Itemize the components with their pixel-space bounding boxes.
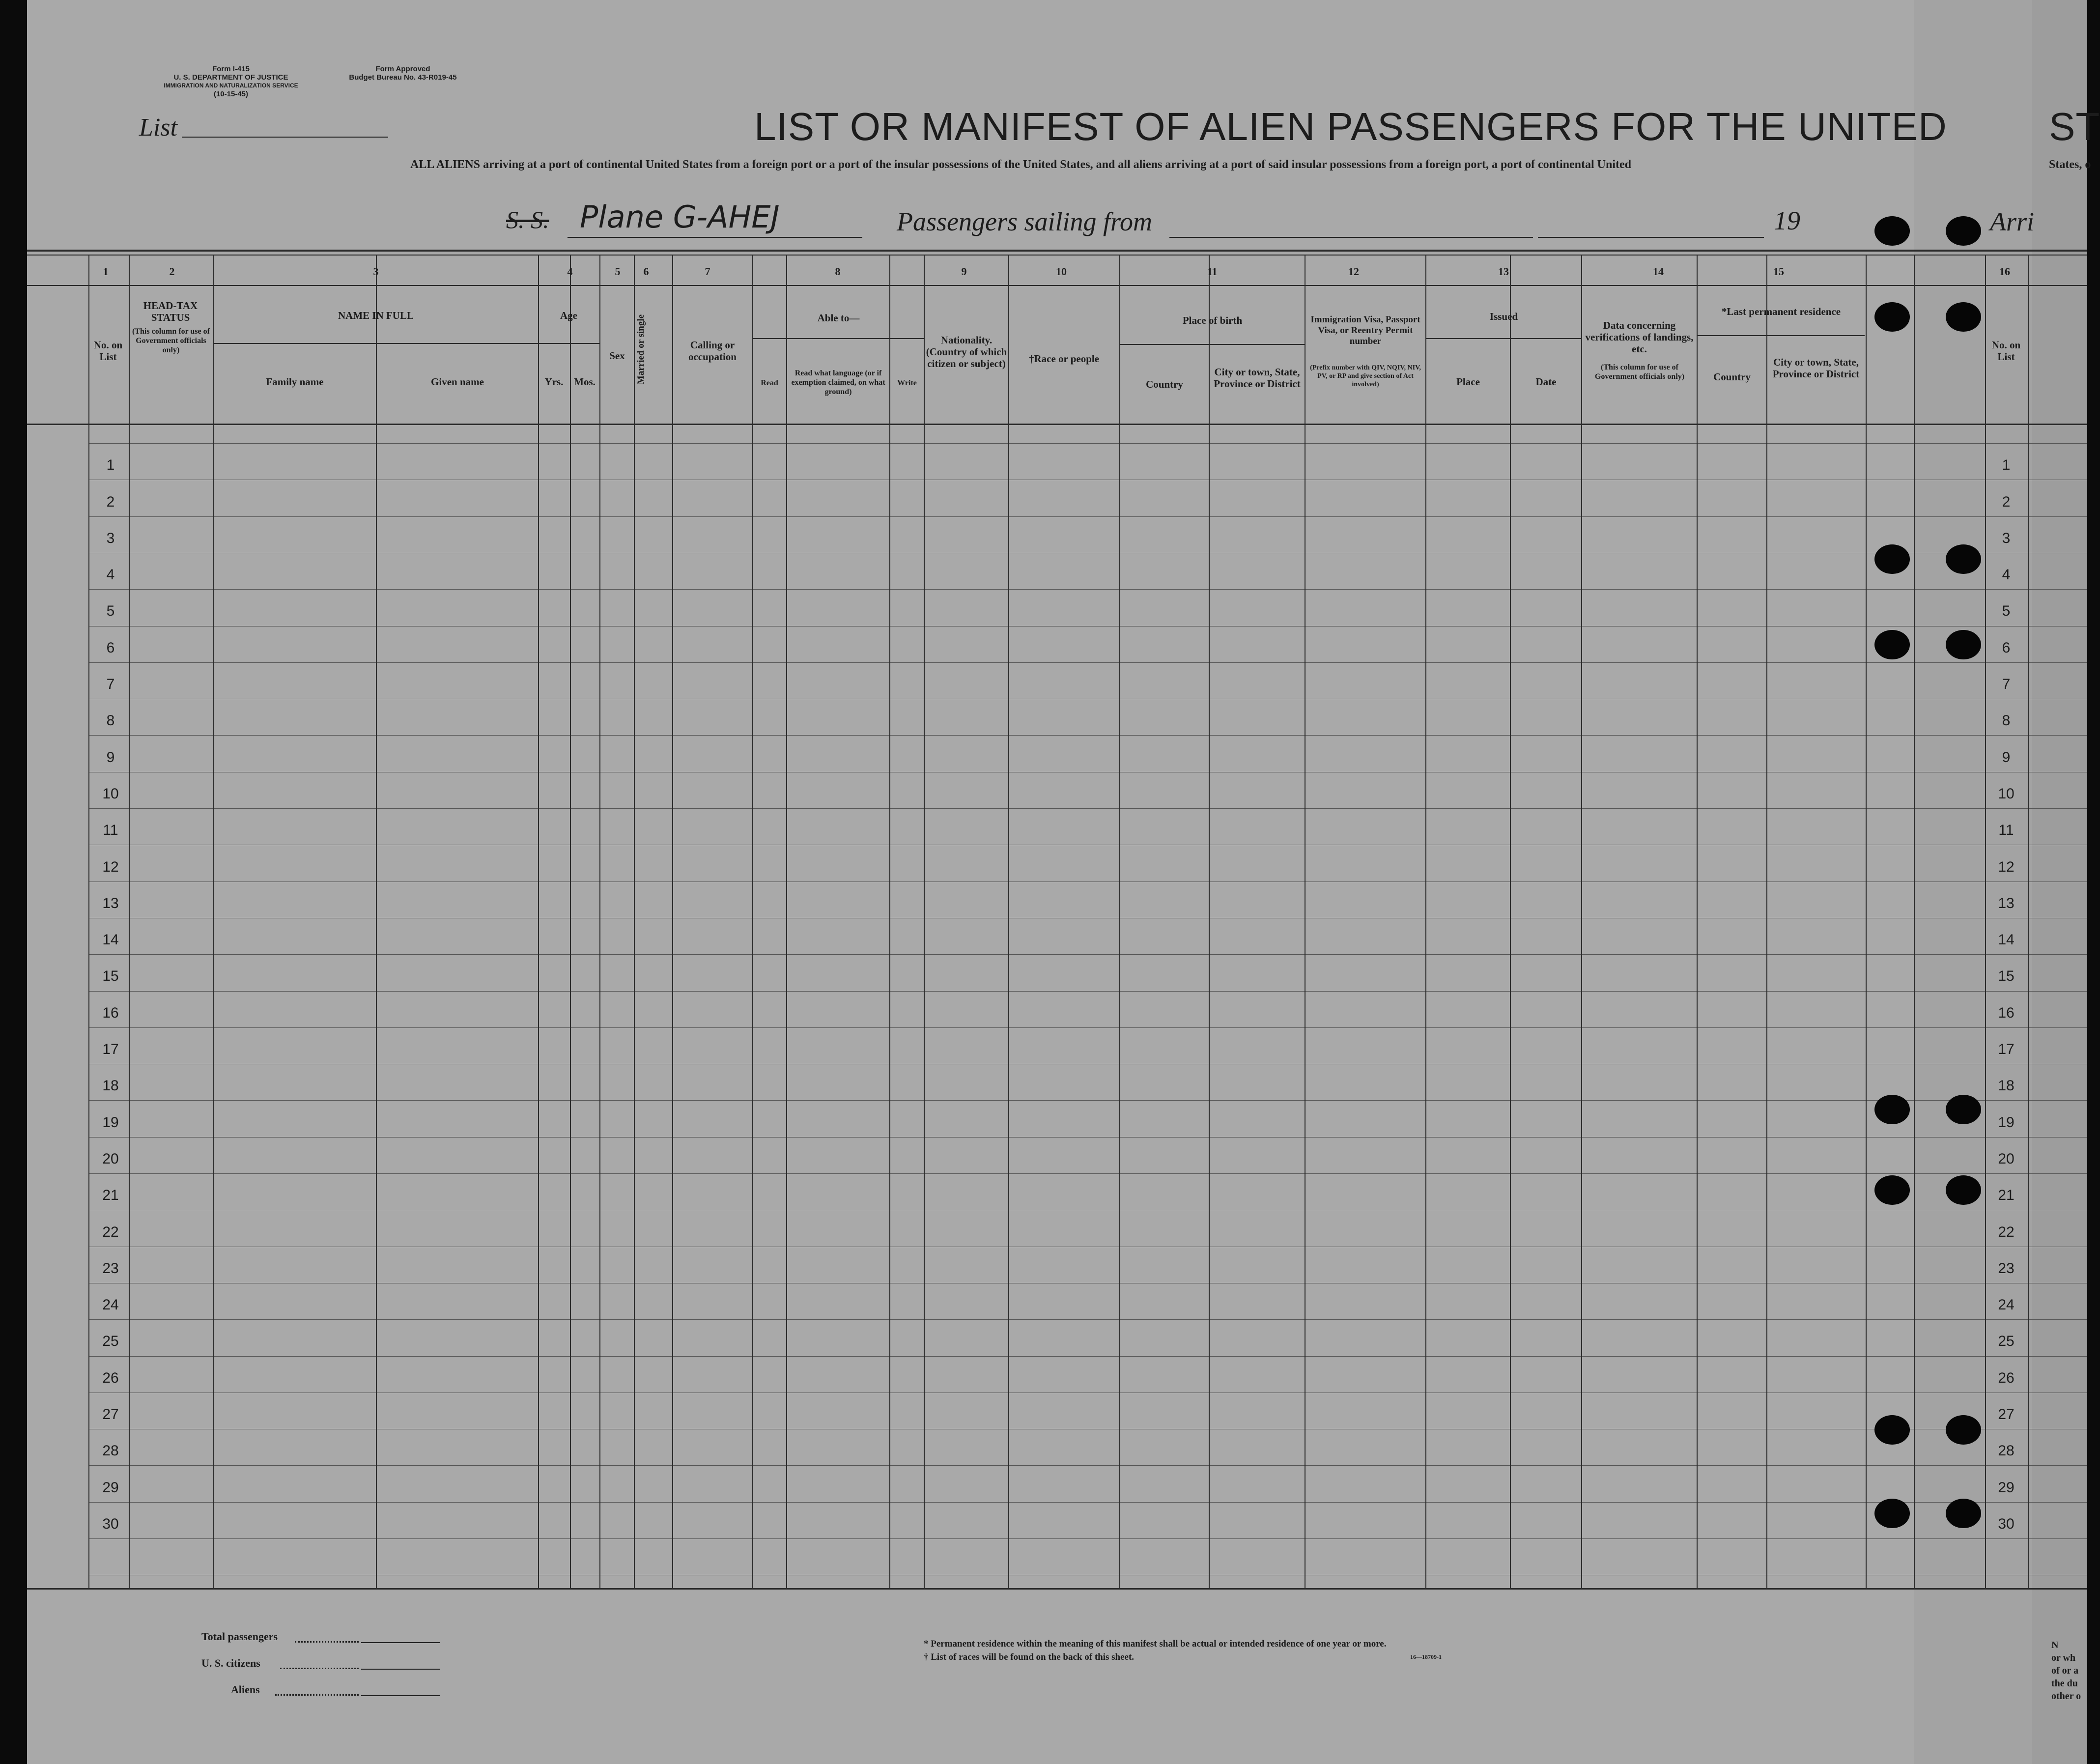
table-top-rule <box>27 250 2087 252</box>
header-nationality: Nationality. (Country of which citizen or subject) <box>926 334 1007 370</box>
header-place-of-birth: Place of birth <box>1182 314 1243 326</box>
form-approval: Form Approved Budget Bureau No. 43-R019-45 <box>349 65 457 82</box>
header-visa-note: (Prefix number with QIV, NQIV, NIV, PV, or RP and give section of Act involved) <box>1310 364 1421 388</box>
header-birth-city: City or town, State, Province or District <box>1214 366 1301 390</box>
column-rule <box>213 255 214 1588</box>
column-rule <box>2028 255 2029 1588</box>
row-number: 24 <box>102 1297 119 1313</box>
binder-hole <box>1946 1175 1981 1205</box>
header-residence-city: City or town, State, Province or District <box>1772 356 1860 380</box>
binder-hole <box>1874 1415 1910 1445</box>
vessel-name-line <box>568 237 862 238</box>
row-rule <box>88 808 2087 809</box>
binder-hole <box>1946 302 1981 332</box>
row-rule <box>88 1100 2087 1101</box>
header-age-years: Yrs. <box>544 376 564 388</box>
row-rule <box>88 954 2087 955</box>
sailing-date-line <box>1538 237 1764 238</box>
header-given-name: Given name <box>431 376 484 388</box>
row-number: 25 <box>102 1333 119 1349</box>
row-number: 3 <box>106 530 115 546</box>
row-number-right: 30 <box>1998 1516 2015 1532</box>
row-number: 18 <box>102 1078 119 1094</box>
arriving-label: Arri <box>1990 207 2035 236</box>
issued-subheader-rule <box>1426 338 1581 339</box>
row-number: 28 <box>102 1443 119 1459</box>
row-number: 4 <box>106 567 115 583</box>
row-number-right: 9 <box>2002 749 2011 766</box>
column-rule <box>599 255 600 1588</box>
column-rule <box>1697 255 1698 1588</box>
column-rule <box>376 255 377 1588</box>
header-verifications: Data concerning verifications of landings, etc. <box>1585 319 1694 355</box>
row-number: 13 <box>102 895 119 911</box>
sailing-from-line <box>1169 237 1533 238</box>
row-number-right: 25 <box>1998 1333 2015 1349</box>
binder-hole <box>1874 544 1910 574</box>
row-number: 16 <box>102 1005 119 1021</box>
row-number-right: 11 <box>1998 822 2014 838</box>
header-issued: Issued <box>1489 311 1518 322</box>
header-race-or-people: †Race or people <box>1028 353 1100 365</box>
page-subtitle: ALL ALIENS arriving at a port of continental United States from a foreign port or a port of the insular possessions of the United States, and all aliens arriving at a port of said insular possessions from a foreign port, a port of continental United <box>410 158 1631 171</box>
form-identifier: Form I-415 U. S. DEPARTMENT OF JUSTICE IMMIGRATION AND NATURALIZATION SERVICE (10-15-45) <box>164 65 298 98</box>
row-number: 10 <box>102 786 119 802</box>
row-rule <box>88 1027 2087 1028</box>
table-bottom-rule <box>27 1588 2087 1590</box>
footer-total-passengers-line <box>361 1642 440 1643</box>
column-rule <box>1581 255 1582 1588</box>
footer-total-passengers-label: Total passengers <box>201 1630 278 1643</box>
list-number-line <box>182 137 388 138</box>
row-rule <box>88 1137 2087 1138</box>
column-number: 1 <box>103 265 109 278</box>
sailing-from-label: Passengers sailing from <box>897 207 1153 236</box>
row-number: 22 <box>102 1224 119 1240</box>
column-rule <box>570 255 571 1588</box>
able-subheader-rule <box>753 338 924 339</box>
column-number: 13 <box>1498 265 1509 278</box>
footer-note-residence: * Permanent residence within the meaning of this manifest shall be actual or intended residence of one year or more. <box>924 1639 1387 1649</box>
column-rule <box>88 255 89 1588</box>
row-number: 23 <box>102 1260 119 1277</box>
binder-hole <box>1946 544 1981 574</box>
header-calling-or-occupation: Calling or occupation <box>688 339 737 363</box>
footer-aliens-line <box>361 1695 440 1696</box>
column-number: 8 <box>835 265 841 278</box>
header-issued-date: Date <box>1535 376 1557 388</box>
header-head-tax-status: HEAD-TAX STATUS <box>143 300 198 323</box>
column-rule <box>1914 255 1915 1588</box>
footer-note-races: † List of races will be found on the back of this sheet. <box>924 1652 1135 1662</box>
residence-subheader-rule <box>1698 335 1865 336</box>
column-rule <box>1008 255 1009 1588</box>
header-age-months: Mos. <box>574 376 596 388</box>
column-number: 4 <box>567 265 573 278</box>
row-number: 2 <box>106 494 115 510</box>
header-age: Age <box>560 310 577 321</box>
page-title-continued: ST <box>2049 105 2100 148</box>
row-number-right: 22 <box>1998 1224 2015 1240</box>
row-number-right: 28 <box>1998 1443 2015 1459</box>
row-number: 17 <box>102 1041 119 1057</box>
row-number-right: 21 <box>1998 1187 2015 1203</box>
column-number: 11 <box>1207 265 1218 278</box>
row-number: 19 <box>102 1114 119 1131</box>
row-rule <box>88 991 2087 992</box>
binder-hole <box>1874 216 1910 246</box>
birth-subheader-rule <box>1120 344 1305 345</box>
header-family-name: Family name <box>266 376 324 388</box>
list-label: List <box>139 114 178 142</box>
header-read-language: Read what language (or if exemption claimed, on what ground) <box>791 369 885 396</box>
row-number-right: 17 <box>1998 1041 2015 1057</box>
header-verifications-note: (This column for use of Government officials only) <box>1594 363 1685 381</box>
column-number: 15 <box>1773 265 1784 278</box>
header-no-on-list-right: No. on List <box>1991 339 2021 363</box>
table-top-rule-inner <box>27 255 2087 256</box>
column-rule <box>1425 255 1426 1588</box>
row-rule <box>88 589 2087 590</box>
sheet-fold <box>1914 0 2035 1764</box>
column-number: 9 <box>961 265 967 278</box>
column-rule <box>1766 255 1767 1588</box>
header-residence-country: Country <box>1713 371 1751 383</box>
row-number-right: 16 <box>1998 1005 2015 1021</box>
vessel-name: Plane G-AHEJ <box>580 199 780 235</box>
header-read: Read <box>761 379 778 387</box>
row-number-right: 29 <box>1998 1479 2015 1496</box>
row-rule <box>88 662 2087 663</box>
header-sex: Sex <box>609 350 625 362</box>
binder-hole <box>1946 630 1981 659</box>
header-birth-country: Country <box>1146 378 1183 390</box>
row-number-right: 12 <box>1998 859 2015 875</box>
header-head-tax-note: (This column for use of Government officials only) <box>132 327 210 354</box>
row-number-right: 3 <box>2002 530 2011 546</box>
header-issued-place: Place <box>1456 376 1480 388</box>
row-number: 5 <box>106 603 115 619</box>
footer-us-citizens-line <box>361 1669 440 1670</box>
binder-hole <box>1946 1415 1981 1445</box>
column-number: 5 <box>615 265 621 278</box>
page-subtitle-continued: States, o <box>2049 158 2091 171</box>
footer-us-citizens-label: U. S. citizens <box>201 1657 260 1669</box>
column-rule <box>634 255 635 1588</box>
row-number-right: 4 <box>2002 567 2011 583</box>
header-able-to: Able to— <box>817 312 860 324</box>
row-number: 6 <box>106 640 115 656</box>
binder-hole <box>1946 1499 1981 1528</box>
row-number-right: 15 <box>1998 968 2015 984</box>
row-rule <box>88 443 2087 444</box>
row-number: 14 <box>102 932 119 948</box>
column-rule <box>538 255 539 1588</box>
row-number-right: 1 <box>2002 457 2011 473</box>
row-number-right: 14 <box>1998 932 2015 948</box>
binder-hole <box>1874 630 1910 659</box>
row-number-right: 10 <box>1998 786 2015 802</box>
header-married-or-single: Married or single <box>636 314 646 385</box>
footer-edge-fragments: N or wh of or a the du other o <box>2051 1640 2081 1702</box>
footer-print-code: 16—18709-1 <box>1410 1653 1442 1660</box>
column-rule <box>1209 255 1210 1588</box>
row-number-right: 20 <box>1998 1151 2015 1167</box>
column-rule <box>1866 255 1867 1588</box>
row-number: 15 <box>102 968 119 984</box>
column-number: 6 <box>643 265 649 278</box>
row-number: 9 <box>106 749 115 766</box>
row-number-right: 2 <box>2002 494 2011 510</box>
binder-hole <box>1874 302 1910 332</box>
column-rule <box>1119 255 1120 1588</box>
column-number: 12 <box>1348 265 1359 278</box>
row-number: 7 <box>106 676 115 692</box>
next-page-edge <box>2032 0 2087 1764</box>
column-number: 10 <box>1056 265 1067 278</box>
row-number: 8 <box>106 712 115 729</box>
row-rule <box>88 1538 2087 1539</box>
row-number-right: 27 <box>1998 1406 2015 1423</box>
header-last-residence: *Last permanent residence <box>1721 306 1841 317</box>
footer-us-citizens-leader <box>280 1668 359 1669</box>
column-rule <box>889 255 890 1588</box>
row-number-right: 19 <box>1998 1114 2015 1131</box>
row-number: 29 <box>102 1479 119 1496</box>
row-number: 21 <box>102 1187 119 1203</box>
row-number: 26 <box>102 1370 119 1386</box>
column-rule <box>752 255 753 1588</box>
row-number: 12 <box>102 859 119 875</box>
row-number: 20 <box>102 1151 119 1167</box>
binder-hole <box>1874 1499 1910 1528</box>
page-title: LIST OR MANIFEST OF ALIEN PASSENGERS FOR THE UNITED <box>754 105 1947 148</box>
column-rule <box>129 255 130 1588</box>
row-rule <box>88 1465 2087 1466</box>
row-number-right: 8 <box>2002 712 2011 729</box>
column-number: 14 <box>1653 265 1664 278</box>
row-number-right: 24 <box>1998 1297 2015 1313</box>
binder-hole <box>1946 1095 1981 1124</box>
row-number: 1 <box>106 457 115 473</box>
header-write: Write <box>897 379 917 387</box>
binder-hole <box>1946 216 1981 246</box>
year-label: 19 <box>1774 206 1800 235</box>
row-rule <box>88 735 2087 736</box>
row-number-right: 18 <box>1998 1078 2015 1094</box>
header-name-in-full: NAME IN FULL <box>338 310 414 321</box>
row-number-right: 6 <box>2002 640 2011 656</box>
row-rule <box>88 1356 2087 1357</box>
column-rule <box>1985 255 1986 1588</box>
row-number: 11 <box>103 822 118 838</box>
footer-aliens-label: Aliens <box>231 1683 260 1696</box>
row-rule <box>88 1319 2087 1320</box>
row-number-right: 7 <box>2002 676 2011 692</box>
header-bottom-rule <box>27 424 2087 425</box>
row-rule <box>88 1173 2087 1174</box>
column-number: 16 <box>1999 265 2010 278</box>
row-number-right: 5 <box>2002 603 2011 619</box>
row-number-right: 26 <box>1998 1370 2015 1386</box>
manifest-sheet <box>27 0 2035 1764</box>
binder-hole <box>1874 1095 1910 1124</box>
row-number: 30 <box>102 1516 119 1532</box>
column-number: 2 <box>169 265 175 278</box>
footer-aliens-leader <box>275 1694 359 1696</box>
age-subheader-rule <box>538 343 599 344</box>
row-number: 27 <box>102 1406 119 1423</box>
header-visa-number: Immigration Visa, Passport Visa, or Reentry Permit number <box>1310 314 1420 346</box>
row-rule <box>88 516 2087 517</box>
column-number: 3 <box>373 265 379 278</box>
column-rule <box>1510 255 1511 1588</box>
vessel-prefix: S. S. <box>506 206 549 233</box>
row-number-right: 23 <box>1998 1260 2015 1277</box>
binder-hole <box>1874 1175 1910 1205</box>
row-rule <box>88 1502 2087 1503</box>
column-rule <box>924 255 925 1588</box>
column-number: 7 <box>705 265 710 278</box>
footer-total-passengers-leader <box>295 1641 359 1643</box>
column-rule <box>672 255 673 1588</box>
column-number-rule <box>27 285 2087 286</box>
row-number-right: 13 <box>1998 895 2015 911</box>
column-rule <box>786 255 787 1588</box>
header-no-on-list: No. on List <box>93 339 123 363</box>
